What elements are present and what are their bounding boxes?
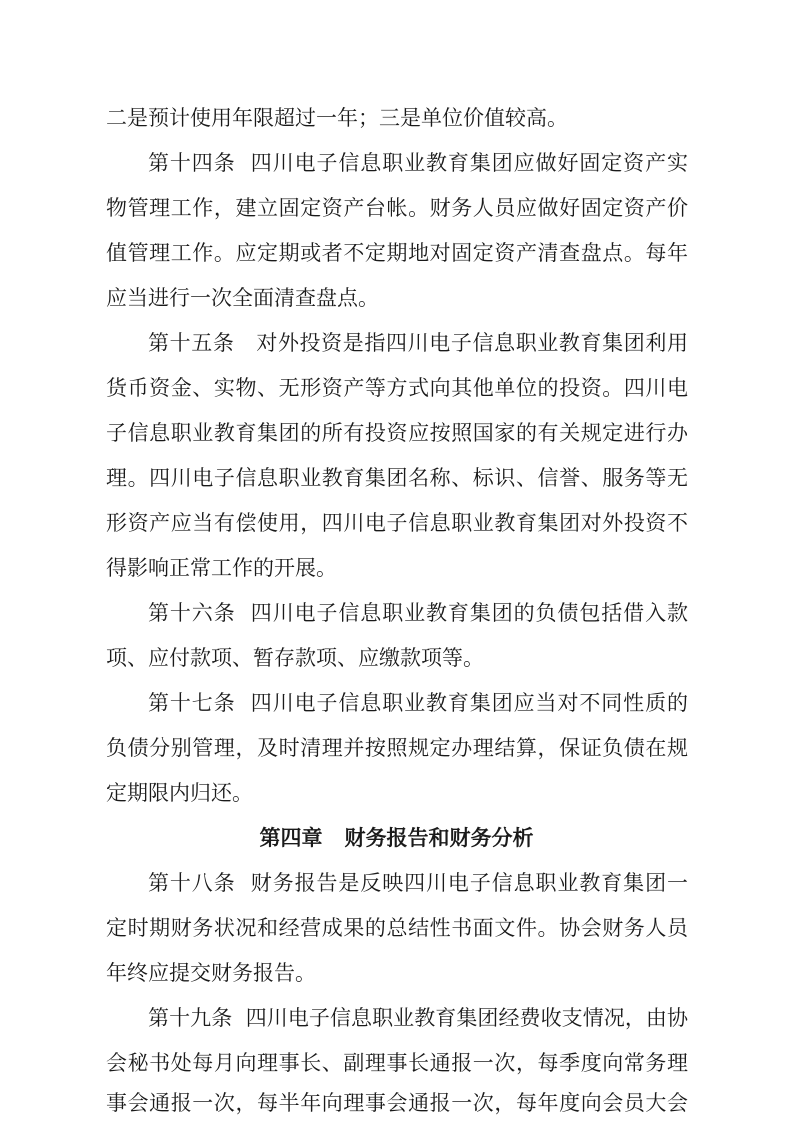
article-16-first-line: 第十六条 四川电子信息职业教育集团的负债包括借入款 [148, 601, 688, 625]
text-line: 子信息职业教育集团的所有投资应按照国家的有关规定进行办 [106, 421, 688, 445]
text-line: 物管理工作，建立固定资产台帐。财务人员应做好固定资产价 [106, 196, 688, 220]
text-line: 得影响正常工作的开展。 [106, 556, 337, 580]
text-line: 应当进行一次全面清查盘点。 [106, 286, 379, 310]
text-line: 二是预计使用年限超过一年；三是单位价值较高。 [106, 106, 568, 130]
article-15-first-line: 第十五条 对外投资是指四川电子信息职业教育集团利用 [148, 331, 688, 355]
text-line: 值管理工作。应定期或者不定期地对固定资产清查盘点。每年 [106, 241, 688, 265]
text-line: 会秘书处每月向理事长、副理事长通报一次，每季度向常务理 [106, 1051, 688, 1075]
article-19-first-line: 第十九条 四川电子信息职业教育集团经费收支情况，由协 [148, 1006, 688, 1030]
text-line: 负债分别管理，及时清理并按照规定办理结算，保证负债在规 [106, 736, 688, 760]
text-line: 货币资金、实物、无形资产等方式向其他单位的投资。四川电 [106, 376, 688, 400]
text-line: 年终应提交财务报告。 [106, 961, 316, 985]
text-line: 理。四川电子信息职业教育集团名称、标识、信誉、服务等无 [106, 466, 688, 490]
article-18-first-line: 第十八条 财务报告是反映四川电子信息职业教育集团一 [148, 871, 688, 895]
article-17-first-line: 第十七条 四川电子信息职业教育集团应当对不同性质的 [148, 691, 688, 715]
text-line: 定时期财务状况和经营成果的总结性书面文件。协会财务人员 [106, 916, 688, 940]
text-line: 项、应付款项、暂存款项、应缴款项等。 [106, 646, 484, 670]
chapter-heading: 第四章 财务报告和财务分析 [259, 826, 534, 850]
text-line: 形资产应当有偿使用，四川电子信息职业教育集团对外投资不 [106, 511, 688, 535]
article-14-first-line: 第十四条 四川电子信息职业教育集团应做好固定资产实 [148, 151, 688, 175]
text-line: 事会通报一次，每半年向理事会通报一次，每年度向会员大会 [106, 1091, 688, 1115]
text-line: 定期限内归还。 [106, 781, 253, 805]
